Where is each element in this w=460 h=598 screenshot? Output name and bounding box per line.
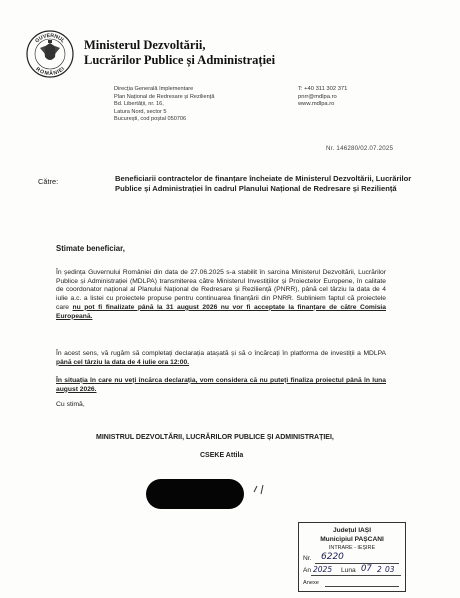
svg-text:GUVERNUL: GUVERNUL	[34, 32, 66, 45]
signatory-title: MINISTRUL DEZVOLTĂRII, LUCRĂRILOR PUBLICE ȘI ADMINISTRAȚIEI,	[96, 434, 334, 441]
stamp-day-suffix: 03	[385, 565, 395, 574]
recipient-label: Către:	[38, 177, 59, 186]
email-address: pnrr@mdlpa.ro	[298, 93, 337, 100]
underlined-text: până cel târziu la data de 4 iulie ora 12:00.	[56, 358, 190, 366]
stamp-county: Județul IAȘI	[332, 527, 372, 534]
body-paragraph-3	[56, 377, 386, 394]
salutation: Stimate beneficiar,	[56, 244, 125, 253]
stamp-luna-value: 07	[361, 564, 372, 574]
address-block	[114, 86, 214, 124]
address-line: Bd. Libertății, nr. 16,	[114, 101, 164, 108]
stamp-anexe-label: Anexe	[303, 580, 319, 586]
stamp-entry-exit: INTRARE - IEȘIRE	[328, 545, 376, 551]
paragraph-text: În acest sens, vă rugăm să completați declarația atașată și să o încărcați în platforma de investiții a MDLPA	[56, 350, 386, 357]
address-line: București, cod poștal 050706	[114, 116, 187, 123]
body-paragraph-1	[56, 269, 386, 321]
stamp-nr-value: 6220	[321, 552, 344, 562]
underlined-text: În situația în care nu veți încărca declarația, vom considera că nu puteți finaliza proiectul până în luna august 2026.	[56, 377, 386, 393]
stamp-day-value: 2	[377, 565, 382, 574]
registration-number: Nr. 146280/02.07.2025	[326, 145, 394, 152]
ministry-name	[84, 38, 275, 68]
stamp-luna-label: Luna	[341, 567, 356, 574]
registration-stamp	[298, 522, 406, 592]
address-line: Direcția Generală Implementare	[114, 86, 194, 92]
stamp-an-label: An	[303, 567, 312, 574]
stamp-nr-label: Nr.	[303, 555, 312, 562]
closing: Cu stimă,	[56, 401, 85, 408]
ministry-line-2: Lucrărilor Publice și Administrației	[84, 53, 276, 67]
website-link: www.mdlpa.ro	[298, 101, 335, 108]
address-line: Plan Național de Redresare și Reziliență	[114, 93, 215, 100]
contact-block	[298, 86, 347, 109]
address-line: Latura Nord, sector 5	[114, 108, 167, 115]
redacted-signature	[146, 479, 244, 509]
signatory-name: CSEKE Attila	[200, 452, 244, 459]
underlined-text: nu pot fi finalizate până la 31 august 2026 nu vor fi acceptate la finanțare de către Comisia Europeană.	[56, 303, 387, 320]
signature-mark-icon	[252, 482, 268, 496]
paragraph-text: În ședința Guvernului României din data de 27.06.2025 s-a stabilit în sarcina Ministerul Dezvoltării, Lucrărilor Publice și Administrației (MDLPA) transmiterea către Ministerul Investițiilor și Proiectelor Europene, în calitate de coordonator național al Planului Național de Redresare și Reziliență (PNRR), până cel târziu la data de 4 iulie a.c. a listei cu proiectele propuse pentru continuarea finanțării din PNRR. Subliniem faptul că proiectele care	[56, 269, 386, 311]
ministry-line-1: Ministerul Dezvoltării,	[84, 38, 206, 52]
stamp-municipality: Municipiul PAȘCANI	[320, 536, 384, 543]
stamp-an-value: 2025	[313, 565, 333, 574]
phone-number: T: +40 311 302 371	[298, 86, 348, 92]
government-seal-icon	[26, 30, 74, 78]
recipient-text: Beneficiarii contractelor de finanțare încheiate de Ministerul Dezvoltării, Lucrărilor Publice și Administrației în cadrul Planului Național de Redresare și Reziliență	[115, 174, 412, 193]
body-paragraph-2	[56, 350, 386, 367]
svg-text:ROMÂNIEI: ROMÂNIEI	[34, 66, 66, 78]
